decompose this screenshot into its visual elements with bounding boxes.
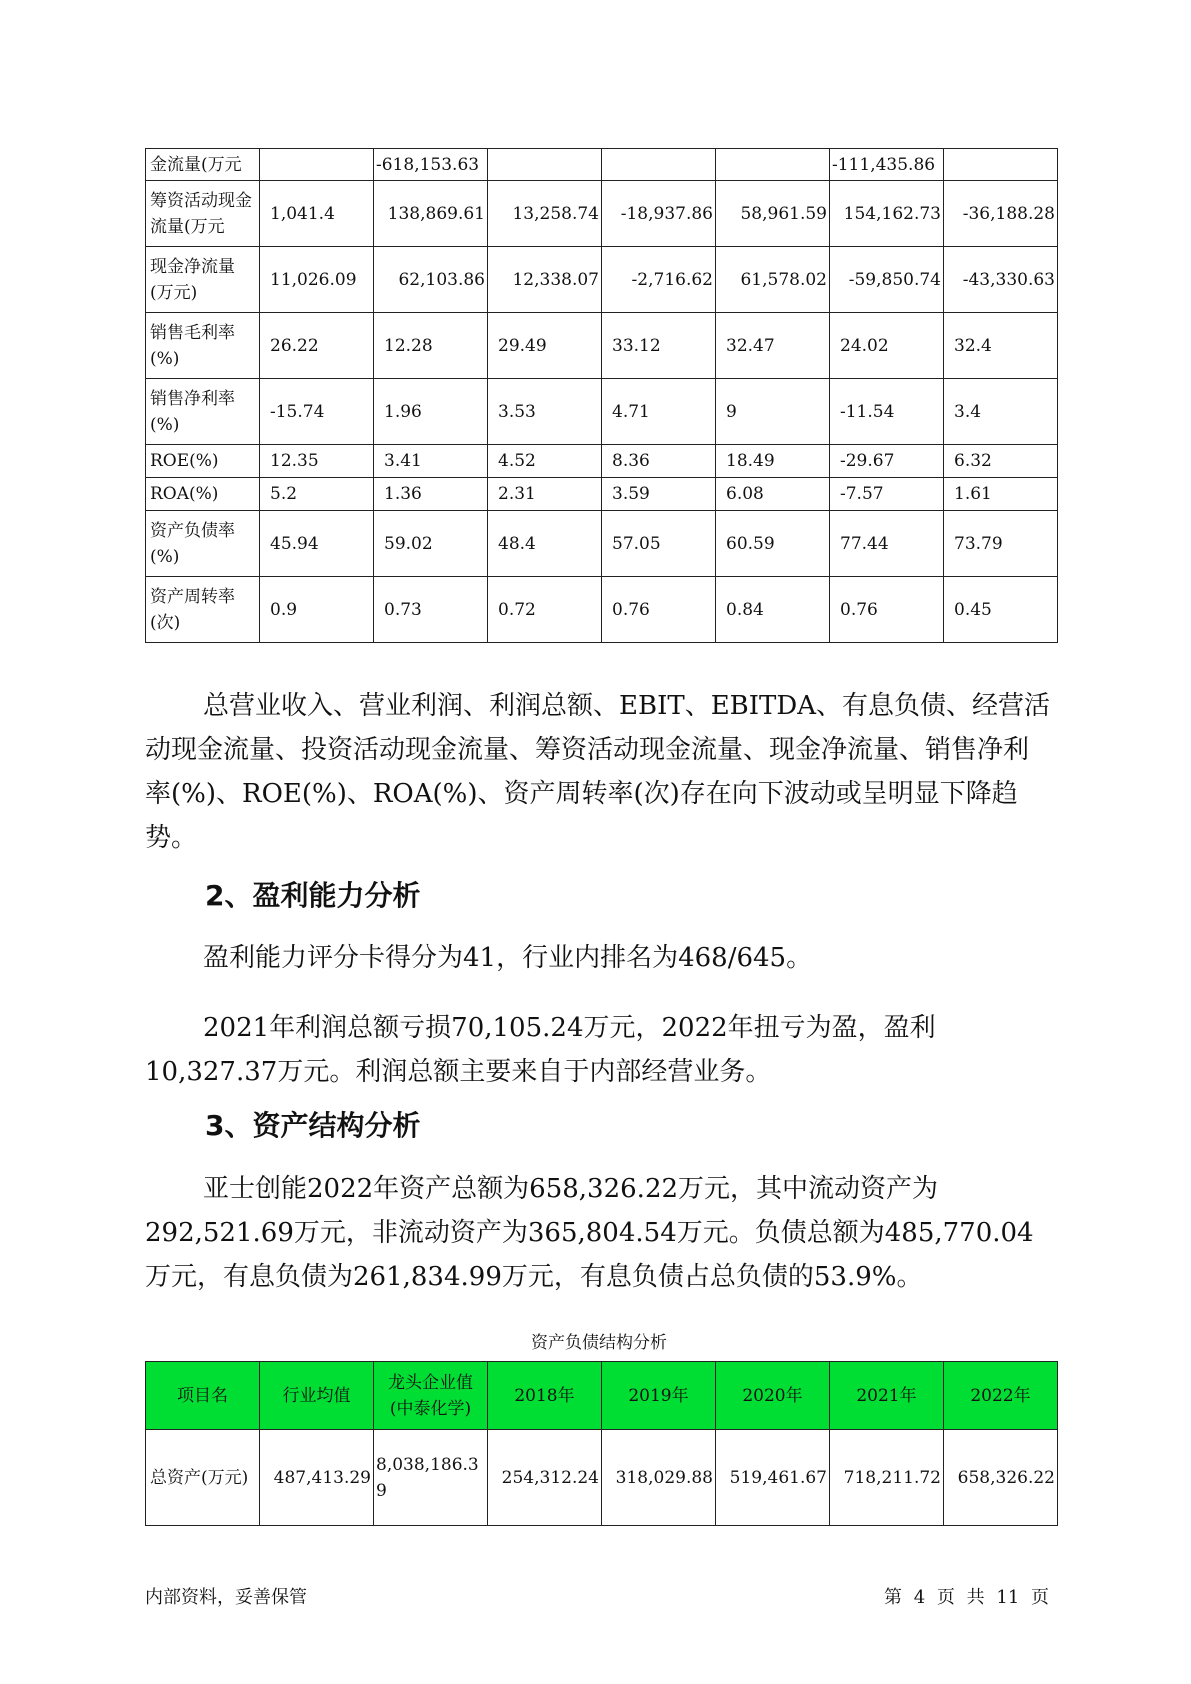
balance-structure-table	[145, 1361, 1058, 1526]
cell: -7.57	[830, 478, 944, 511]
cell: 5.2	[260, 478, 374, 511]
table-row	[146, 247, 1058, 313]
row-label: 销售净利率(%)	[146, 379, 260, 445]
cell: 45.94	[260, 511, 374, 577]
cell: 658,326.22	[944, 1430, 1058, 1526]
cell: 0.73	[374, 577, 488, 643]
cell: 12.28	[374, 313, 488, 379]
cell: 26.22	[260, 313, 374, 379]
section-heading-profitability: 2、盈利能力分析	[205, 879, 421, 912]
cell: 77.44	[830, 511, 944, 577]
cell: 61,578.02	[716, 247, 830, 313]
cell: 718,211.72	[830, 1430, 944, 1526]
row-label: ROE(%)	[146, 445, 260, 478]
header-cell: 行业均值	[260, 1362, 374, 1430]
table-row	[146, 379, 1058, 445]
row-label: 金流量(万元	[146, 149, 260, 181]
table-row	[146, 313, 1058, 379]
page-number: 第 4 页 共 11 页	[884, 1587, 1049, 1608]
row-label: 现金净流量(万元)	[146, 247, 260, 313]
header-cell: 项目名	[146, 1362, 260, 1430]
cell: 4.71	[602, 379, 716, 445]
cell: 0.45	[944, 577, 1058, 643]
cell: 0.9	[260, 577, 374, 643]
cell: 18.49	[716, 445, 830, 478]
cell: 33.12	[602, 313, 716, 379]
table-row	[146, 511, 1058, 577]
cell: 254,312.24	[488, 1430, 602, 1526]
cell: 0.76	[602, 577, 716, 643]
cell: 4.52	[488, 445, 602, 478]
cell: 13,258.74	[488, 181, 602, 247]
cell	[260, 149, 374, 181]
cell: 318,029.88	[602, 1430, 716, 1526]
section-heading-asset-structure: 3、资产结构分析	[205, 1109, 421, 1142]
cell: -43,330.63	[944, 247, 1058, 313]
cell: -59,850.74	[830, 247, 944, 313]
cell: 12,338.07	[488, 247, 602, 313]
cell: 0.72	[488, 577, 602, 643]
cell: 3.4	[944, 379, 1058, 445]
row-label: 总资产(万元)	[146, 1430, 260, 1526]
cell	[944, 149, 1058, 181]
table-row	[146, 149, 1058, 181]
cell: 60.59	[716, 511, 830, 577]
header-cell: 2021年	[830, 1362, 944, 1430]
financial-indicators-table	[145, 148, 1058, 643]
cell: 154,162.73	[830, 181, 944, 247]
cell: 487,413.29	[260, 1430, 374, 1526]
table-row	[146, 445, 1058, 478]
assets-paragraph: 亚士创能2022年资产总额为658,326.22万元，其中流动资产为292,521.69万元，非流动资产为365,804.54万元。负债总额为485,770.04万元，有息负债为261,834.99万元，有息负债占总负债的53.9%。	[145, 1174, 1034, 1292]
cell: 0.84	[716, 577, 830, 643]
row-label: 筹资活动现金流量(万元	[146, 181, 260, 247]
cell: 48.4	[488, 511, 602, 577]
row-label: ROA(%)	[146, 478, 260, 511]
cell: -111,435.86	[830, 149, 944, 181]
cell: -2,716.62	[602, 247, 716, 313]
table-row	[146, 478, 1058, 511]
cell: 6.32	[944, 445, 1058, 478]
cell: 29.49	[488, 313, 602, 379]
cell: 3.41	[374, 445, 488, 478]
cell: 8,038,186.39	[374, 1430, 488, 1526]
header-cell: 2019年	[602, 1362, 716, 1430]
table-caption: 资产负债结构分析	[531, 1333, 667, 1353]
cell: 73.79	[944, 511, 1058, 577]
cell: 1,041.4	[260, 181, 374, 247]
cell: 6.08	[716, 478, 830, 511]
cell: 3.53	[488, 379, 602, 445]
row-label: 资产负债率(%)	[146, 511, 260, 577]
cell	[602, 149, 716, 181]
cell: 12.35	[260, 445, 374, 478]
cell: 11,026.09	[260, 247, 374, 313]
table-header-row	[146, 1362, 1058, 1430]
table-row	[146, 1430, 1058, 1526]
cell: 1.96	[374, 379, 488, 445]
cell: 519,461.67	[716, 1430, 830, 1526]
cell: 0.76	[830, 577, 944, 643]
header-cell: 2018年	[488, 1362, 602, 1430]
cell: 3.59	[602, 478, 716, 511]
table-row	[146, 181, 1058, 247]
cell: -618,153.63	[374, 149, 488, 181]
header-cell: 龙头企业值(中泰化学)	[374, 1362, 488, 1430]
cell: 24.02	[830, 313, 944, 379]
cell	[488, 149, 602, 181]
header-cell: 2022年	[944, 1362, 1058, 1430]
footer-confidential-note: 内部资料，妥善保管	[145, 1587, 307, 1608]
cell: 57.05	[602, 511, 716, 577]
cell: 9	[716, 379, 830, 445]
cell: -18,937.86	[602, 181, 716, 247]
score-paragraph: 盈利能力评分卡得分为41，行业内排名为468/645。	[203, 943, 813, 973]
cell: -29.67	[830, 445, 944, 478]
cell: 62,103.86	[374, 247, 488, 313]
cell: 1.36	[374, 478, 488, 511]
cell: 58,961.59	[716, 181, 830, 247]
cell: 138,869.61	[374, 181, 488, 247]
row-label: 销售毛利率(%)	[146, 313, 260, 379]
cell: -36,188.28	[944, 181, 1058, 247]
cell	[716, 149, 830, 181]
cell: 2.31	[488, 478, 602, 511]
cell: 32.4	[944, 313, 1058, 379]
trend-paragraph: 总营业收入、营业利润、利润总额、EBIT、EBITDA、有息负债、经营活动现金流量、投资活动现金流量、筹资活动现金流量、现金净流量、销售净利率(%)、ROE(%)、ROA(%)、资产周转率(次)存在向下波动或呈明显下降趋势。	[145, 691, 1051, 853]
row-label: 资产周转率(次)	[146, 577, 260, 643]
header-cell: 2020年	[716, 1362, 830, 1430]
cell: 59.02	[374, 511, 488, 577]
profit-paragraph: 2021年利润总额亏损70,105.24万元，2022年扭亏为盈，盈利10,327.37万元。利润总额主要来自于内部经营业务。	[145, 1013, 936, 1087]
cell: 8.36	[602, 445, 716, 478]
cell: 32.47	[716, 313, 830, 379]
cell: 1.61	[944, 478, 1058, 511]
table-row	[146, 577, 1058, 643]
cell: -15.74	[260, 379, 374, 445]
cell: -11.54	[830, 379, 944, 445]
